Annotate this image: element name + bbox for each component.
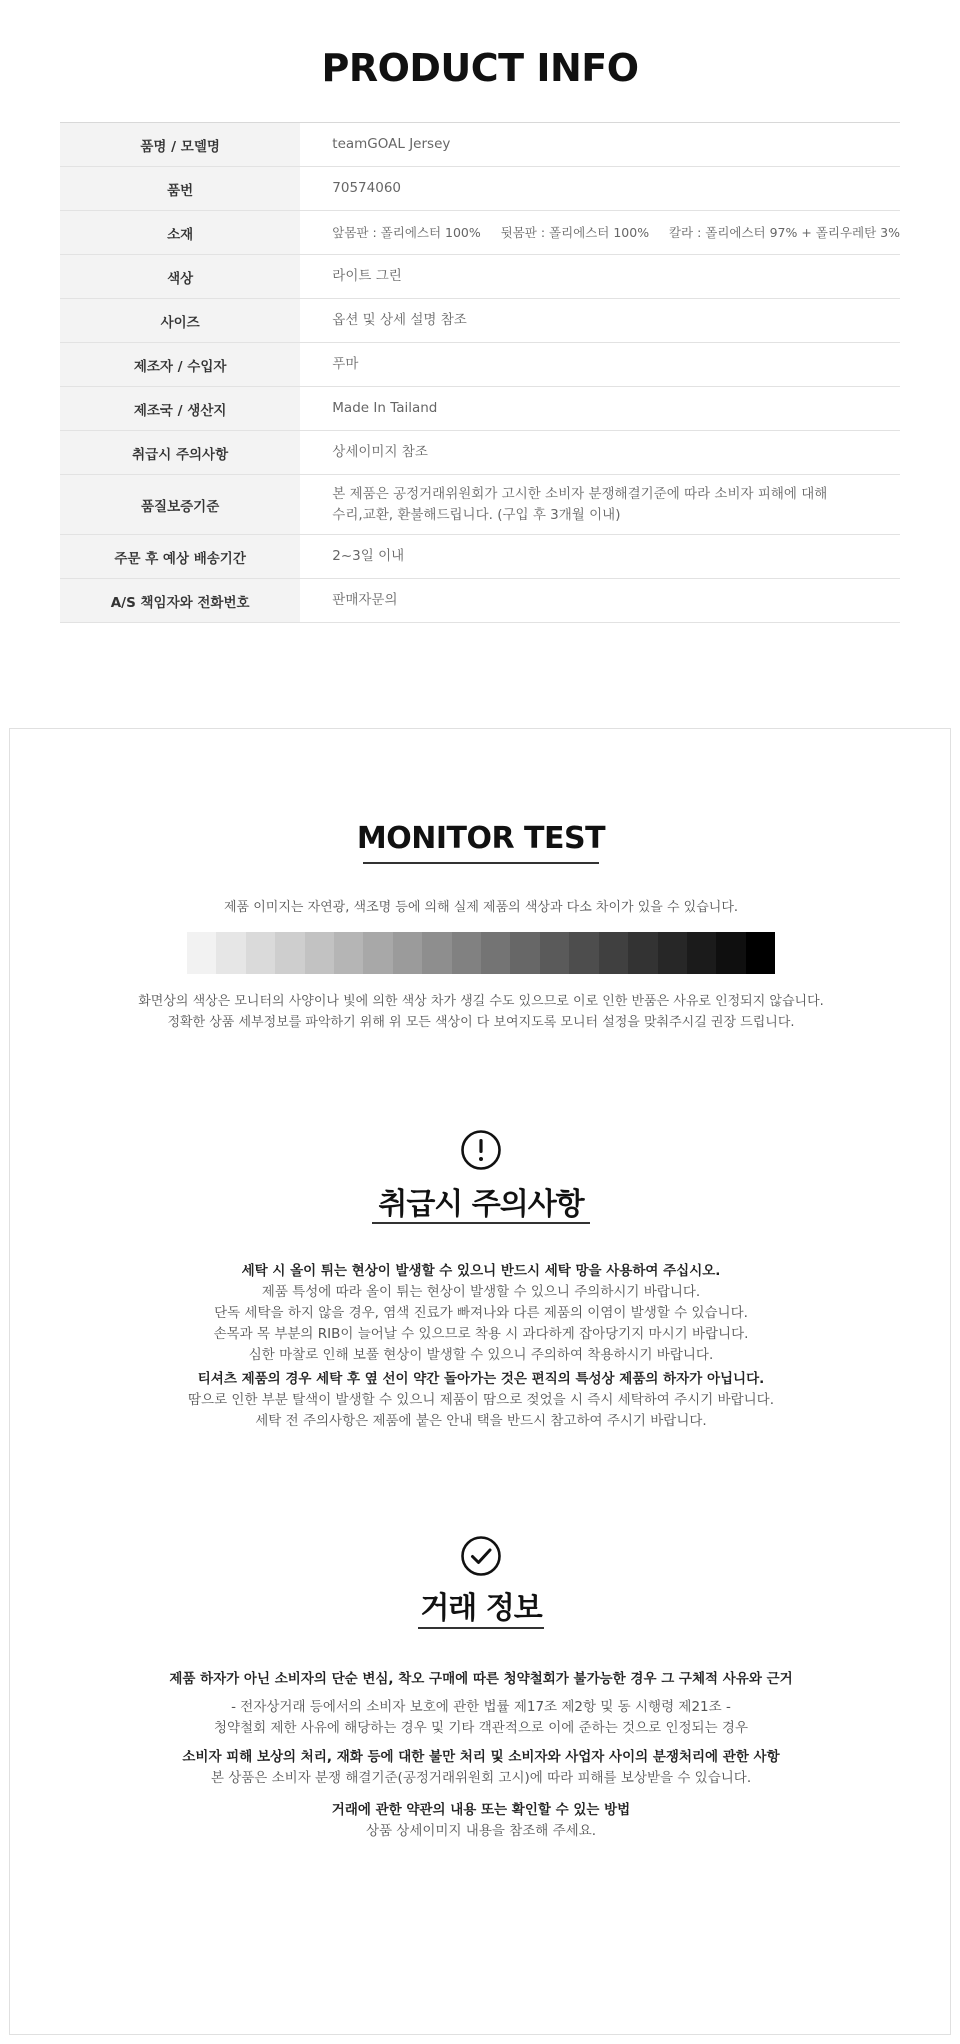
row-value: teamGOAL Jersey	[300, 123, 900, 167]
monitor-title-underline	[363, 862, 599, 864]
table-row	[60, 211, 900, 255]
row-label: 색상	[60, 255, 300, 299]
row-value	[300, 475, 900, 535]
trade-line: 상품 상세이미지 내용을 참조해 주세요.	[365, 1823, 597, 1839]
gradient-swatch	[422, 932, 451, 974]
trade-bold-3: 거래에 관한 약관의 내용 또는 확인할 수 있는 방법	[331, 1802, 631, 1818]
row-label: 주문 후 예상 배송기간	[60, 535, 300, 579]
care-line: 손목과 목 부분의 RIB이 늘어날 수 있으므로 착용 시 과다하게 잡아당기지 마시기 바랍니다.	[213, 1326, 749, 1342]
trade-bold-1: 제품 하자가 아닌 소비자의 단순 변심, 착오 구매에 따른 청약철회가 불가능한 경우 그 구체적 사유와 근거	[169, 1671, 793, 1687]
gradient-swatch	[246, 932, 275, 974]
table-row	[60, 255, 900, 299]
care-title-underline	[372, 1222, 590, 1224]
gradient-swatch	[569, 932, 598, 974]
row-value: 2~3일 이내	[300, 535, 900, 579]
table-row	[60, 387, 900, 431]
care-title: 취급시 주의사항	[378, 1187, 584, 1222]
monitor-note-2: 정확한 상품 세부정보를 파악하기 위해 위 모든 색상이 다 보여지도록 모니터 설정을 맞춰주시길 권장 드립니다.	[167, 1015, 795, 1030]
row-label: A/S 책임자와 전화번호	[60, 579, 300, 623]
gradient-swatch	[658, 932, 687, 974]
notice-panel	[9, 728, 951, 2035]
product-info-table	[60, 122, 900, 623]
product-info-title: PRODUCT INFO	[321, 46, 639, 90]
monitor-note-1: 화면상의 색상은 모니터의 사양이나 빛에 의한 색상 차가 생길 수도 있으므로 이로 인한 반품은 사유로 인정되지 않습니다.	[138, 994, 824, 1009]
table-row	[60, 579, 900, 623]
table-row	[60, 475, 900, 535]
monitor-intro: 제품 이미지는 자연광, 색조명 등에 의해 실제 제품의 색상과 다소 차이가 있을 수 있습니다.	[223, 900, 739, 915]
row-value: 라이트 그린	[300, 255, 900, 299]
care-bold-1: 세탁 시 올이 튀는 현상이 발생할 수 있으니 반드시 세탁 망을 사용하여 주십시오.	[241, 1263, 721, 1279]
gradient-swatch	[187, 932, 216, 974]
trade-line: 청약철회 제한 사유에 해당하는 경우 및 기타 객관적으로 이에 준하는 것으로 인정되는 경우	[213, 1720, 748, 1736]
gradient-swatch	[746, 932, 775, 974]
row-label: 품질보증기준	[60, 475, 300, 535]
row-value-line: 수리,교환, 환불해드립니다. (구입 후 3개월 이내)	[332, 506, 621, 523]
row-value: 옵션 및 상세 설명 참조	[300, 299, 900, 343]
table-row	[60, 535, 900, 579]
row-value: 70574060	[300, 167, 900, 211]
table-row	[60, 167, 900, 211]
monitor-test-title: MONITOR TEST	[356, 821, 606, 856]
row-value: 푸마	[300, 343, 900, 387]
gradient-swatch	[687, 932, 716, 974]
row-label: 사이즈	[60, 299, 300, 343]
gradient-swatch	[305, 932, 334, 974]
table-row	[60, 123, 900, 167]
care-line: 땀으로 인한 부분 탈색이 발생할 수 있으니 제품이 땀으로 젖었을 시 즉시 세탁하여 주시기 바랍니다.	[187, 1392, 774, 1408]
gradient-swatch	[628, 932, 657, 974]
row-value: 상세이미지 참조	[300, 431, 900, 475]
table-row	[60, 343, 900, 387]
care-bold-2: 티셔츠 제품의 경우 세탁 후 옆 선이 약간 돌아가는 것은 편직의 특성상 제품의 하자가 아닙니다.	[197, 1371, 765, 1387]
gradient-swatch	[599, 932, 628, 974]
trade-line: 본 상품은 소비자 분쟁 해결기준(공정거래위원회 고시)에 따라 피해를 보상받을 수 있습니다.	[210, 1770, 752, 1786]
care-line: 단독 세탁을 하지 않을 경우, 염색 진료가 빠져나와 다른 제품의 이염이 발생할 수 있습니다.	[214, 1305, 748, 1321]
grayscale-gradient-bar	[187, 932, 775, 974]
trade-bold-2: 소비자 피해 보상의 처리, 재화 등에 대한 불만 처리 및 소비자와 사업자 사이의 분쟁처리에 관한 사항	[182, 1749, 780, 1765]
table-row	[60, 299, 900, 343]
gradient-swatch	[452, 932, 481, 974]
row-label: 제조국 / 생산지	[60, 387, 300, 431]
row-label: 제조자 / 수입자	[60, 343, 300, 387]
trade-title: 거래 정보	[420, 1591, 542, 1626]
row-label: 품번	[60, 167, 300, 211]
row-value-line: 본 제품은 공정거래위원회가 고시한 소비자 분쟁해결기준에 따라 소비자 피해에 대해	[332, 485, 828, 502]
trade-title-underline	[418, 1627, 544, 1629]
row-value: Made In Tailand	[300, 387, 900, 431]
exclamation-icon	[460, 1129, 502, 1171]
care-line: 심한 마찰로 인해 보풀 현상이 발생할 수 있으니 주의하여 착용하시기 바랍니다.	[248, 1347, 714, 1363]
row-value: 판매자문의	[300, 579, 900, 623]
gradient-swatch	[510, 932, 539, 974]
gradient-swatch	[216, 932, 245, 974]
row-label: 품명 / 모델명	[60, 123, 300, 167]
gradient-swatch	[363, 932, 392, 974]
gradient-swatch	[540, 932, 569, 974]
row-label: 소재	[60, 211, 300, 255]
gradient-swatch	[716, 932, 745, 974]
gradient-swatch	[334, 932, 363, 974]
table-row	[60, 431, 900, 475]
row-value: 앞몸판 : 폴리에스터 100% 뒷몸판 : 폴리에스터 100% 칼라 : 폴리에스터 97% + 폴리우레탄 3%	[300, 211, 900, 255]
care-line: 세탁 전 주의사항은 제품에 붙은 안내 택을 반드시 참고하여 주시기 바랍니다.	[255, 1413, 707, 1429]
gradient-swatch	[481, 932, 510, 974]
trade-line: - 전자상거래 등에서의 소비자 보호에 관한 법률 제17조 제2항 및 동 시행령 제21조 -	[231, 1699, 731, 1715]
check-circle-icon	[460, 1535, 502, 1577]
care-line: 제품 특성에 따라 올이 튀는 현상이 발생할 수 있으니 주의하시기 바랍니다.	[261, 1284, 701, 1300]
gradient-swatch	[393, 932, 422, 974]
gradient-swatch	[275, 932, 304, 974]
row-label: 취급시 주의사항	[60, 431, 300, 475]
